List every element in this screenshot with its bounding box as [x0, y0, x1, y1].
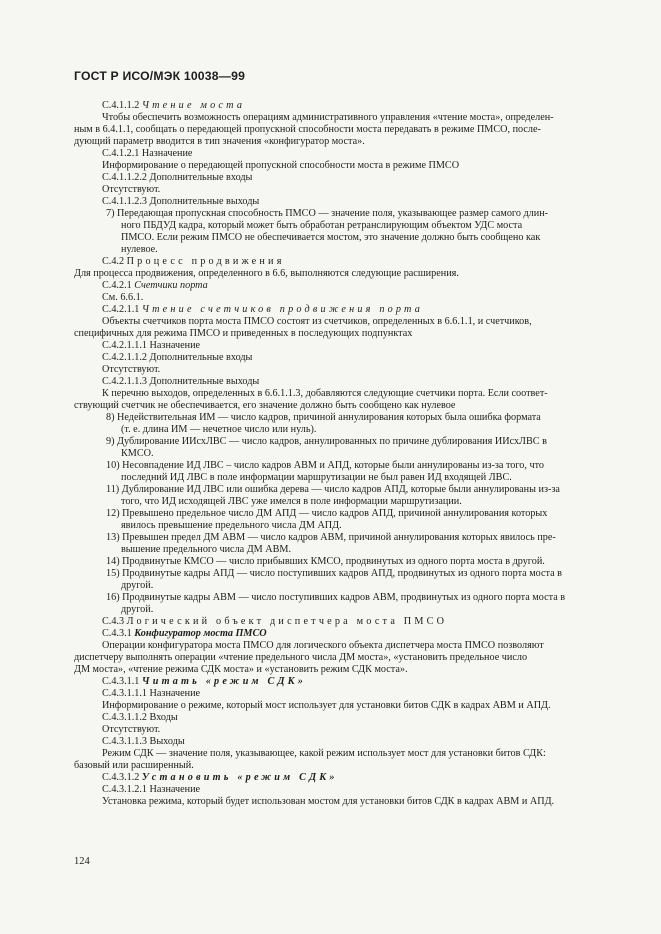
text-line: [74, 448, 612, 460]
text-line: [74, 208, 612, 220]
text-run: С.4.1.2.1 Назначение: [102, 148, 193, 159]
text-run: Логический объект диспетчера моста ПМСО: [126, 616, 448, 627]
text-run: Объекты счетчиков порта моста ПМСО состоят из счетчиков, определенных в 6.6.1.1, и счетчиков,: [102, 316, 532, 327]
text-line: [74, 436, 612, 448]
text-run: С.4.2: [102, 256, 127, 267]
text-run: 12) Превышено предельное число ДМ АПД — число кадров АПД, причиной аннулирования которых: [106, 508, 548, 519]
text-run: С.4.1.1.2.3 Дополнительные выходы: [102, 196, 260, 207]
text-line: [74, 616, 612, 628]
text-line: [74, 700, 612, 712]
text-line: [74, 664, 612, 676]
text-run: ного ПБДУД кадра, который может быть обработан ретранслирующим объектом УДС моста: [121, 220, 523, 231]
text-run: 8) Недействительная ИМ — число кадров, причиной аннулирования которых была ошибка формата: [106, 412, 541, 423]
text-run: С.4.2.1.1: [102, 304, 142, 315]
text-run: того, что ИД исходящей ЛВС уже имелся в поле информации маршрутизации.: [121, 496, 462, 507]
text-run: Отсутствуют.: [102, 184, 161, 195]
text-run: ПМСО. Если режим ПМСО не обеспечивается мостом, это значение должно быть сообщено как: [121, 232, 541, 243]
text-line: [74, 604, 612, 616]
text-line: [74, 160, 612, 172]
text-line: [74, 292, 612, 304]
text-run: 11) Дублирование ИД ЛВС или ошибка дерева — число кадров АПД, которые были аннулированы из-за: [106, 484, 560, 495]
text-line: [74, 532, 612, 544]
text-run: С.4.2.1: [102, 280, 135, 291]
text-run: Для процесса продвижения, определенного в 6.6, выполняются следующие расширения.: [74, 268, 459, 279]
text-run: (т. е. длина ИМ — нечетное число или нуль).: [121, 424, 317, 435]
text-line: [74, 304, 612, 316]
text-line: [74, 256, 612, 268]
text-line: [74, 592, 612, 604]
text-run: Установить «режим СДК»: [141, 772, 338, 783]
text-run: ствующий счетчик не обеспечивается, его значение должно быть сообщено как нулевое: [74, 400, 456, 411]
text-run: К перечню выходов, определенных в 6.6.1.1.3, добавляются следующие счетчики порта. Если соответ-: [102, 388, 548, 399]
text-run: С.4.3.1.2.1 Назначение: [102, 784, 201, 795]
text-run: 15) Продвинутые кадры АПД — число поступивших кадров АПД, продвинутых из одного порта моста в: [106, 568, 562, 579]
text-line: [74, 796, 612, 808]
text-line: [74, 508, 612, 520]
text-line: [74, 748, 612, 760]
text-line: [74, 400, 612, 412]
text-line: [74, 100, 612, 112]
text-run: другой.: [121, 604, 154, 615]
text-line: [74, 736, 612, 748]
text-run: С.4.1.1.2.2 Дополнительные входы: [102, 172, 253, 183]
text-run: 10) Несовпадение ИД ЛВС – число кадров АВМ и АПД, которые были аннулированы из-за того, что: [106, 460, 545, 471]
text-run: 9) Дублирование ИИсхЛВС — число кадров, аннулированных по причине дублирования ИИсхЛВС в: [106, 436, 547, 447]
text-line: [74, 364, 612, 376]
text-run: нулевое.: [121, 244, 158, 255]
text-line: [74, 148, 612, 160]
text-line: [74, 268, 612, 280]
text-line: [74, 472, 612, 484]
text-line: [74, 760, 612, 772]
text-line: [74, 724, 612, 736]
text-line: [74, 496, 612, 508]
text-run: С.4.3.1.1.1 Назначение: [102, 688, 201, 699]
text-run: См. 6.6.1.: [102, 292, 144, 303]
text-line: [74, 388, 612, 400]
text-line: [74, 136, 612, 148]
text-line: [74, 484, 612, 496]
text-line: [74, 652, 612, 664]
text-run: Установка режима, который будет использован мостом для установки битов СДК в кадрах АВМ и АПД.: [102, 796, 555, 807]
text-line: [74, 280, 612, 292]
text-line: [74, 556, 612, 568]
text-line: [74, 520, 612, 532]
text-line: [74, 112, 612, 124]
text-run: 7) Передающая пропускная способность ПМСО — значение поля, указывающее размер самого длин-: [106, 208, 549, 219]
text-line: [74, 172, 612, 184]
text-line: [74, 784, 612, 796]
text-line: [74, 316, 612, 328]
text-run: С.4.3.1.1.2 Входы: [102, 712, 178, 723]
text-line: [74, 628, 612, 640]
text-line: [74, 640, 612, 652]
text-line: [74, 220, 612, 232]
text-line: [74, 232, 612, 244]
text-run: Чтобы обеспечить возможность операциям административного управления «чтение моста», определен-: [102, 112, 554, 123]
text-run: последний ИД ЛВС в поле информации маршрутизации не был равен ИД входящей ЛВС.: [121, 472, 512, 483]
text-line: [74, 544, 612, 556]
text-run: С.4.3.1: [102, 628, 135, 639]
text-run: специфичных для режима ПМСО и приведенных в последующих подпунктах: [74, 328, 413, 339]
text-run: 14) Продвинутые КМСО — число прибывших КМСО, продвинутых из одного порта моста в другой.: [106, 556, 545, 567]
text-run: Операции конфигуратора моста ПМСО для логического объекта диспетчера моста ПМСО позволяют: [102, 640, 544, 651]
text-run: Конфигуратор моста ПМСО: [134, 628, 267, 639]
text-line: [74, 376, 612, 388]
text-run: диспетчеру выполнять операции «чтение предельного числа ДМ моста», «установить предельное число: [74, 652, 528, 663]
text-line: [74, 340, 612, 352]
text-line: [74, 184, 612, 196]
text-run: Читать «режим СДК»: [141, 676, 307, 687]
text-line: [74, 712, 612, 724]
text-run: 16) Продвинутые кадры АВМ — число поступивших кадров АВМ, продвинутых из одного порта моста в: [106, 592, 566, 603]
text-run: 13) Превышен предел ДМ АВМ — число кадров АВМ, причиной аннулирования которых явилось пре-: [106, 532, 556, 543]
text-run: С.4.3.1.2: [102, 772, 142, 783]
text-run: Чтение моста: [141, 100, 246, 111]
text-run: Процесс продвижения: [126, 256, 285, 267]
text-run: С.4.2.1.1.1 Назначение: [102, 340, 201, 351]
text-line: [74, 460, 612, 472]
page-number: 124: [74, 856, 90, 867]
text-run: Режим СДК — значение поля, указывающее, какой режим использует мост для установки битов СДК:: [102, 748, 546, 759]
document-body: [74, 100, 612, 808]
text-run: ДМ моста», «чтение режима СДК моста» и «установить режим СДК моста».: [74, 664, 408, 675]
text-run: Информирование о режиме, который мост использует для установки битов СДК в кадрах АВМ и АПД.: [102, 700, 551, 711]
text-run: вышение предельного числа ДМ АВМ.: [121, 544, 292, 555]
text-line: [74, 352, 612, 364]
text-run: другой.: [121, 580, 154, 591]
text-run: С.4.3.1.1.3 Выходы: [102, 736, 185, 747]
text-run: явилось превышение предельного числа ДМ АПД.: [121, 520, 342, 531]
text-line: [74, 676, 612, 688]
text-line: [74, 124, 612, 136]
text-line: [74, 328, 612, 340]
text-line: [74, 196, 612, 208]
text-run: С.4.2.1.1.2 Дополнительные входы: [102, 352, 253, 363]
text-line: [74, 568, 612, 580]
text-run: ным в 6.4.1.1, сообщать о передающей пропускной способности моста передавать в режиме ПМСО, после-: [74, 124, 541, 135]
text-run: Отсутствуют.: [102, 364, 161, 375]
text-run: С.4.3: [102, 616, 127, 627]
document-header: ГОСТ Р ИСО/МЭК 10038—99: [74, 69, 246, 83]
text-run: Счетчики порта: [134, 280, 208, 291]
text-run: Отсутствуют.: [102, 724, 161, 735]
text-run: базовый или расширенный.: [74, 760, 194, 771]
text-line: [74, 244, 612, 256]
text-run: дующий параметр вводится в тип значения «конфигуратор моста».: [74, 136, 365, 147]
text-line: [74, 424, 612, 436]
text-run: Чтение счетчиков продвижения порта: [141, 304, 424, 315]
text-run: Информирование о передающей пропускной способности моста в режиме ПМСО: [102, 160, 460, 171]
text-run: С.4.2.1.1.3 Дополнительные выходы: [102, 376, 260, 387]
text-line: [74, 412, 612, 424]
text-line: [74, 688, 612, 700]
text-run: C.4.1.1.2: [102, 100, 142, 111]
text-run: КМСО.: [121, 448, 154, 459]
text-line: [74, 580, 612, 592]
text-run: С.4.3.1.1: [102, 676, 142, 687]
text-line: [74, 772, 612, 784]
